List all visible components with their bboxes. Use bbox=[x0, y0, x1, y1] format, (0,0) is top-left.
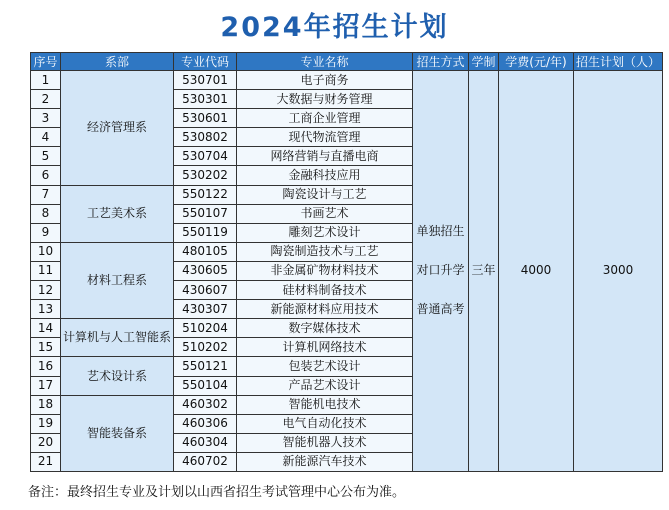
row-number: 18 bbox=[31, 395, 61, 414]
major-name: 硅材料制备技术 bbox=[237, 281, 413, 300]
row-number: 20 bbox=[31, 433, 61, 452]
header-method: 招生方式 bbox=[413, 53, 469, 71]
major-name: 数字媒体技术 bbox=[237, 319, 413, 338]
major-name: 大数据与财务管理 bbox=[237, 90, 413, 109]
major-code: 530601 bbox=[174, 109, 237, 128]
table-header-row bbox=[31, 53, 663, 71]
major-name: 金融科技应用 bbox=[237, 166, 413, 185]
enrollment-table bbox=[30, 52, 663, 472]
major-code: 550119 bbox=[174, 223, 237, 242]
row-number: 1 bbox=[31, 71, 61, 90]
enroll-method-cell bbox=[413, 71, 469, 472]
dept-cell: 智能装备系 bbox=[61, 395, 174, 471]
row-number: 6 bbox=[31, 166, 61, 185]
table-body bbox=[31, 71, 663, 472]
tuition-cell: 4000 bbox=[499, 71, 574, 472]
row-number: 3 bbox=[31, 109, 61, 128]
major-name: 智能机器人技术 bbox=[237, 433, 413, 452]
major-code: 480105 bbox=[174, 242, 237, 261]
duration-cell: 三年 bbox=[469, 71, 499, 472]
row-number: 5 bbox=[31, 147, 61, 166]
major-code: 550122 bbox=[174, 185, 237, 204]
major-name: 电气自动化技术 bbox=[237, 414, 413, 433]
header-no: 序号 bbox=[31, 53, 61, 71]
major-code: 530701 bbox=[174, 71, 237, 90]
row-number: 21 bbox=[31, 452, 61, 471]
major-name: 书画艺术 bbox=[237, 204, 413, 223]
table-row bbox=[31, 71, 663, 90]
major-code: 510202 bbox=[174, 338, 237, 357]
enroll-method-list bbox=[413, 223, 468, 318]
major-name: 新能源汽车技术 bbox=[237, 452, 413, 471]
header-plan: 招生计划（人） bbox=[574, 53, 663, 71]
header-dept: 系部 bbox=[61, 53, 174, 71]
major-name: 电子商务 bbox=[237, 71, 413, 90]
major-name: 雕刻艺术设计 bbox=[237, 223, 413, 242]
major-code: 460302 bbox=[174, 395, 237, 414]
major-name: 计算机网络技术 bbox=[237, 338, 413, 357]
row-number: 17 bbox=[31, 376, 61, 395]
major-code: 550107 bbox=[174, 204, 237, 223]
row-number: 14 bbox=[31, 319, 61, 338]
enroll-method: 普通高考 bbox=[416, 302, 465, 317]
row-number: 10 bbox=[31, 242, 61, 261]
major-name: 网络营销与直播电商 bbox=[237, 147, 413, 166]
major-code: 510204 bbox=[174, 319, 237, 338]
row-number: 13 bbox=[31, 300, 61, 319]
enroll-method: 对口升学 bbox=[416, 263, 465, 278]
major-name: 包装艺术设计 bbox=[237, 357, 413, 376]
row-number: 15 bbox=[31, 338, 61, 357]
major-code: 460702 bbox=[174, 452, 237, 471]
major-code: 460306 bbox=[174, 414, 237, 433]
major-code: 460304 bbox=[174, 433, 237, 452]
row-number: 8 bbox=[31, 204, 61, 223]
row-number: 7 bbox=[31, 185, 61, 204]
plan-cell: 3000 bbox=[574, 71, 663, 472]
enroll-method: 单独招生 bbox=[416, 224, 465, 239]
row-number: 16 bbox=[31, 357, 61, 376]
major-code: 530704 bbox=[174, 147, 237, 166]
major-code: 430307 bbox=[174, 300, 237, 319]
major-code: 530802 bbox=[174, 128, 237, 147]
major-name: 陶瓷制造技术与工艺 bbox=[237, 242, 413, 261]
major-name: 产品艺术设计 bbox=[237, 376, 413, 395]
major-name: 智能机电技术 bbox=[237, 395, 413, 414]
row-number: 4 bbox=[31, 128, 61, 147]
major-name: 现代物流管理 bbox=[237, 128, 413, 147]
dept-cell: 计算机与人工智能系 bbox=[61, 319, 174, 357]
major-name: 陶瓷设计与工艺 bbox=[237, 185, 413, 204]
major-code: 550121 bbox=[174, 357, 237, 376]
dept-cell: 材料工程系 bbox=[61, 242, 174, 318]
major-code: 430605 bbox=[174, 261, 237, 280]
row-number: 2 bbox=[31, 90, 61, 109]
row-number: 9 bbox=[31, 223, 61, 242]
major-code: 550104 bbox=[174, 376, 237, 395]
dept-cell: 经济管理系 bbox=[61, 71, 174, 186]
major-code: 530202 bbox=[174, 166, 237, 185]
footnote: 备注：最终招生专业及计划以山西省招生考试管理中心公布为准。 bbox=[28, 485, 406, 500]
header-code: 专业代码 bbox=[174, 53, 237, 71]
row-number: 19 bbox=[31, 414, 61, 433]
major-name: 工商企业管理 bbox=[237, 109, 413, 128]
header-duration: 学制 bbox=[469, 53, 499, 71]
header-tuition: 学费(元/年) bbox=[499, 53, 574, 71]
page-title: 2024年招生计划 bbox=[220, 12, 449, 43]
major-code: 530301 bbox=[174, 90, 237, 109]
dept-cell: 艺术设计系 bbox=[61, 357, 174, 395]
header-name: 专业名称 bbox=[237, 53, 413, 71]
row-number: 12 bbox=[31, 281, 61, 300]
major-name: 新能源材料应用技术 bbox=[237, 300, 413, 319]
major-code: 430607 bbox=[174, 281, 237, 300]
row-number: 11 bbox=[31, 261, 61, 280]
major-name: 非金属矿物材料技术 bbox=[237, 261, 413, 280]
dept-cell: 工艺美术系 bbox=[61, 185, 174, 242]
